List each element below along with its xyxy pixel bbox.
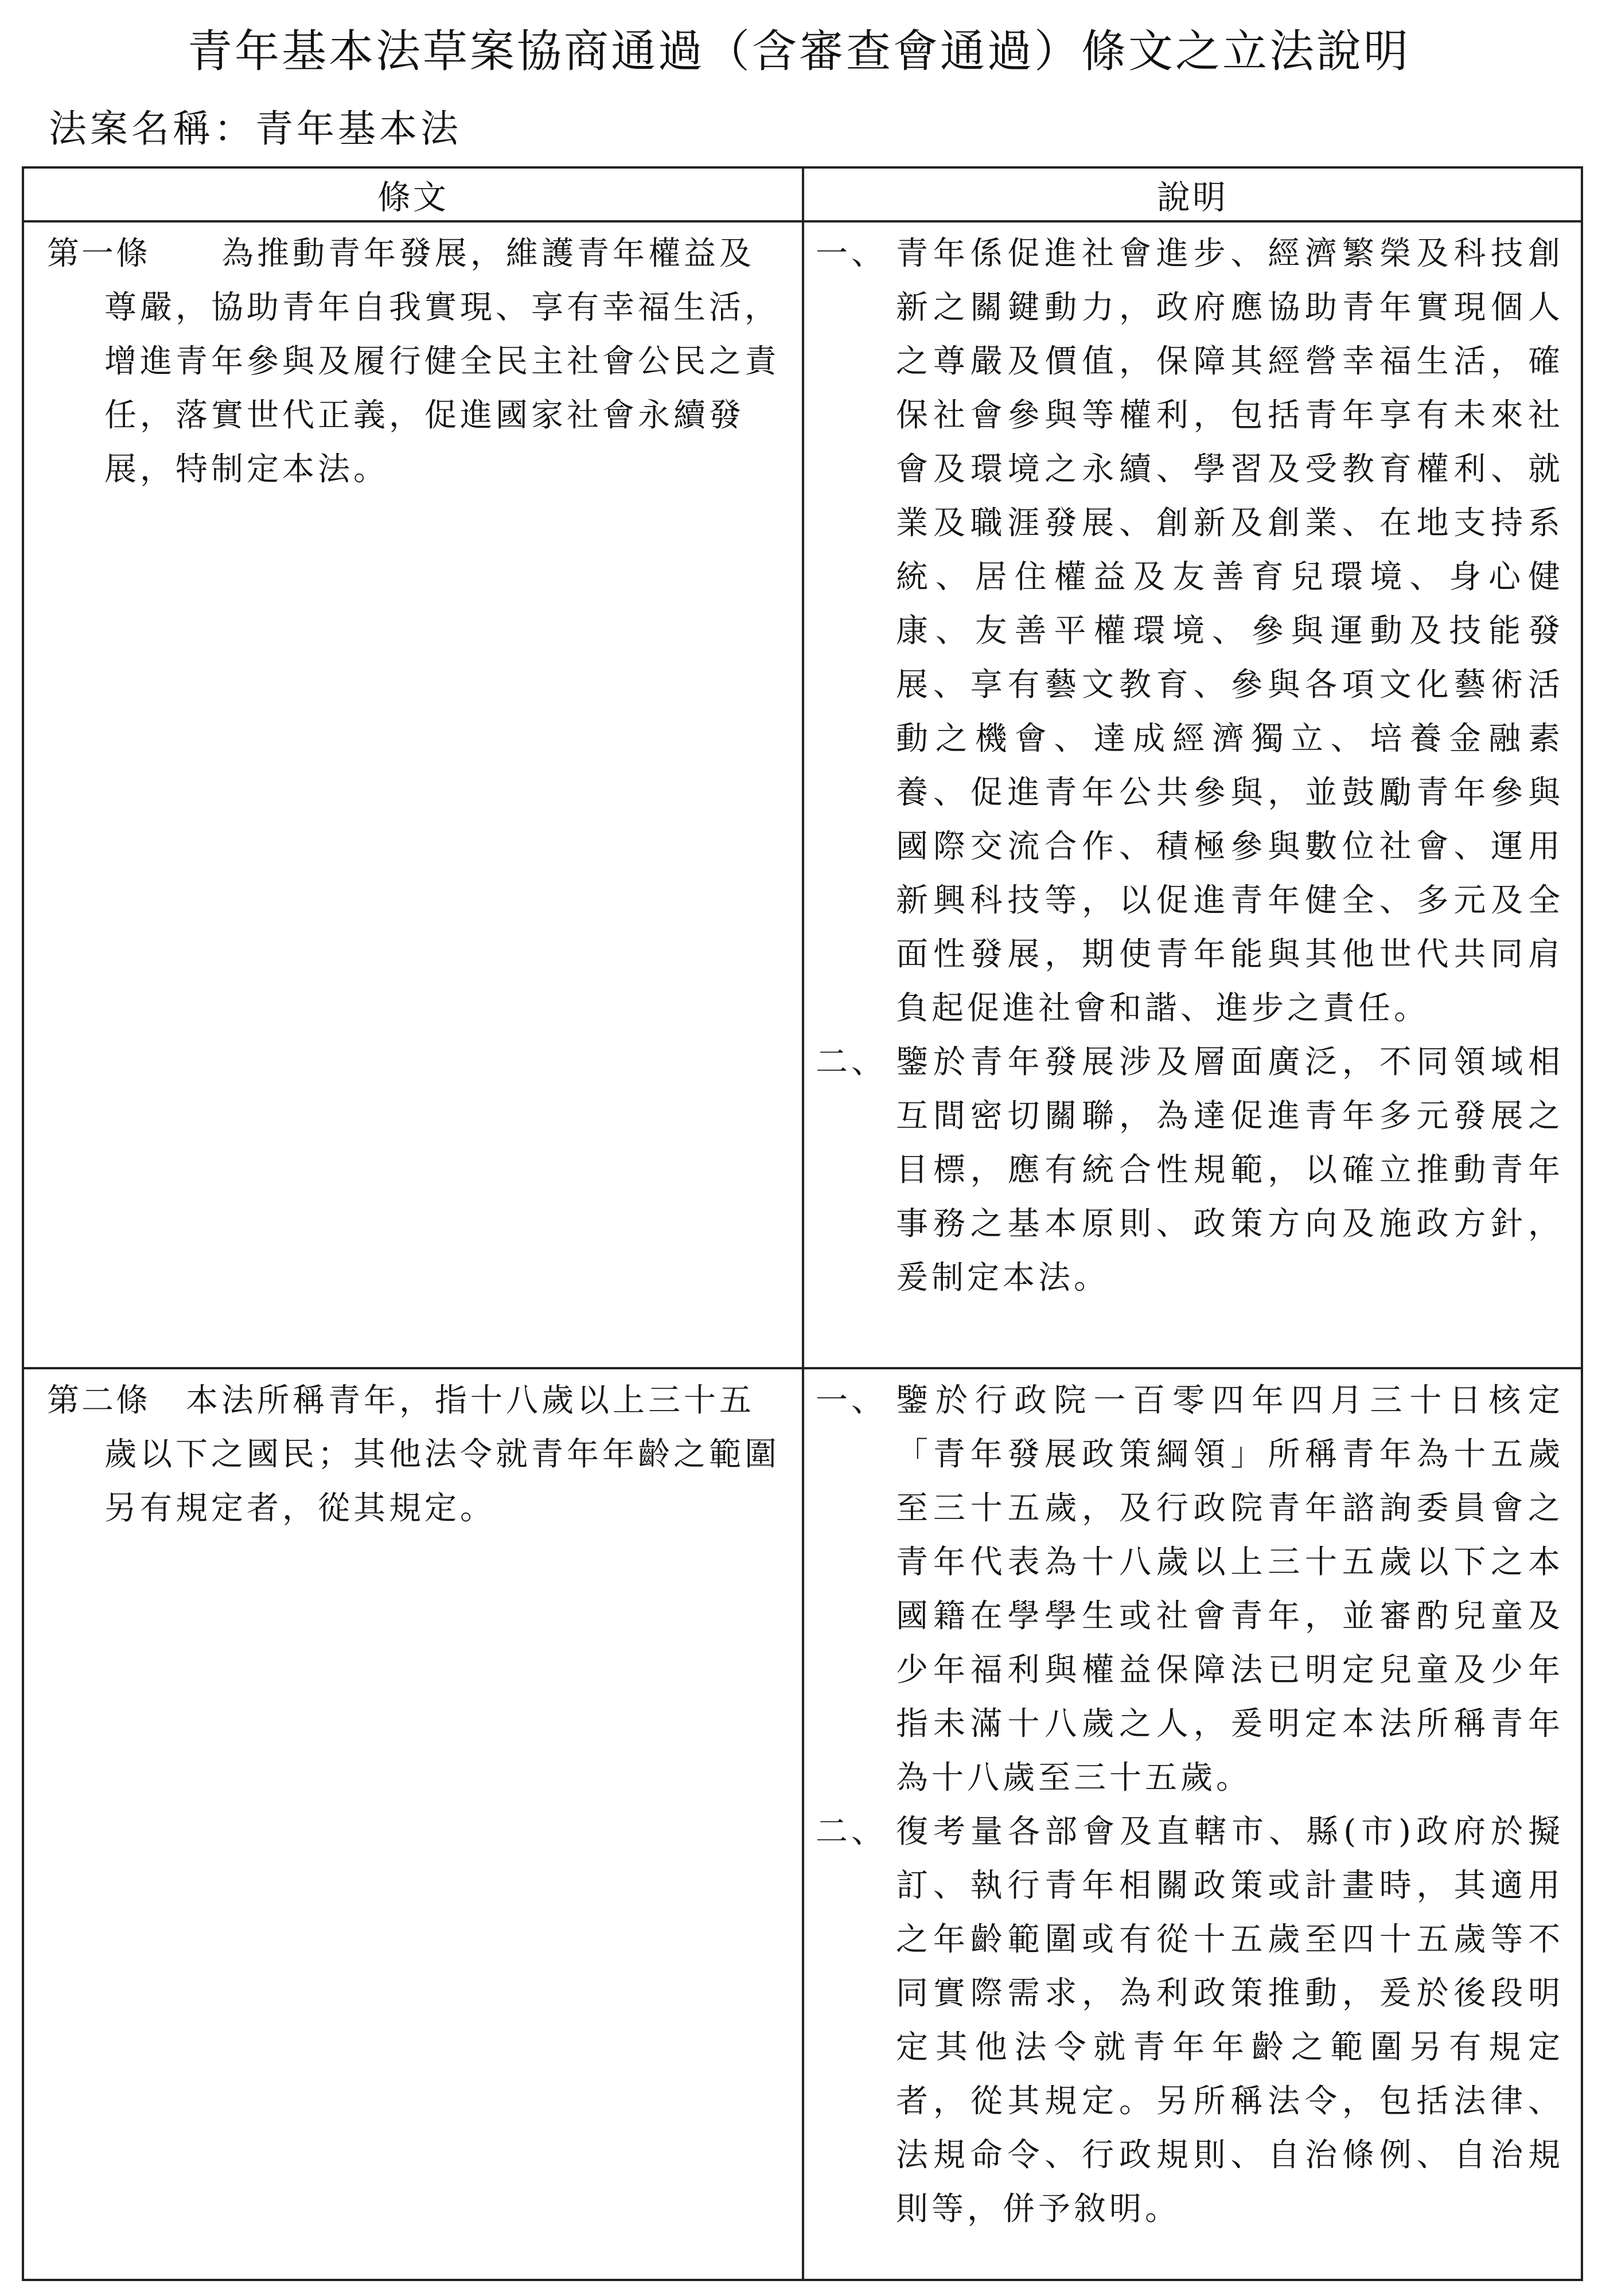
article-number: 第一條 xyxy=(47,235,150,272)
point-marker: 二、 xyxy=(816,1044,887,1081)
point-text: 鑒於青年發展涉及層面廣泛，不同領域相互間密切關聯，為達促進青年多元發展之目標，應有統合性規範，以確立推動青年事務之基本原則、政策方向及施政方針，爰制定本法。 xyxy=(896,1044,1564,1297)
table-row xyxy=(23,221,1582,1368)
explanation-point xyxy=(816,227,1564,1036)
provisions-table xyxy=(22,166,1583,2281)
explanation-point xyxy=(816,1805,1564,2236)
document-title: 青年基本法草案協商通過（含審查會通過）條文之立法說明 xyxy=(187,26,1410,77)
point-marker: 二、 xyxy=(816,1813,887,1850)
explanation-column-header: 說明 xyxy=(803,167,1582,221)
article-number: 第二條 xyxy=(47,1382,150,1419)
article-column-header: 條文 xyxy=(23,167,803,221)
article-1 xyxy=(24,222,802,497)
bill-name-label: 法案名稱：青年基本法 xyxy=(49,107,462,151)
article-text: 本法所稱青年，指十八歲以上三十五歲以下之國民；其他法令就青年年齡之範圍另有規定者，從其規定。 xyxy=(104,1382,780,1527)
explanation-cell xyxy=(803,1368,1582,2280)
table-row xyxy=(23,1368,1582,2280)
article-cell xyxy=(23,221,803,1368)
explanation-point xyxy=(816,1374,1564,1805)
explanation-cell xyxy=(803,221,1582,1368)
point-text: 鑒於行政院一百零四年四月三十日核定「青年發展政策綱領」所稱青年為十五歲至三十五歲，及行政院青年諮詢委員會之青年代表為十八歲以上三十五歲以下之本國籍在學學生或社會青年，並審酌兒童及少年福利與權益保障法已明定兒童及少年指未滿十八歲之人，爰明定本法所稱青年為十八歲至三十五歲。 xyxy=(896,1382,1564,1797)
point-marker: 一、 xyxy=(816,1382,887,1419)
point-marker: 一、 xyxy=(816,235,887,272)
article-text: 為推動青年發展，維護青年權益及尊嚴，協助青年自我實現、享有幸福生活，增進青年參與及履行健全民主社會公民之責任，落實世代正義，促進國家社會永續發展，特制定本法。 xyxy=(104,235,780,488)
article-cell xyxy=(23,1368,803,2280)
point-text: 青年係促進社會進步、經濟繁榮及科技創新之關鍵動力，政府應協助青年實現個人之尊嚴及價值，保障其經營幸福生活，確保社會參與等權利，包括青年享有未來社會及環境之永續、學習及受教育權利、就業及職涯發展、創新及創業、在地支持系統、居住權益及友善育兒環境、身心健康、友善平權環境、參與運動及技能發展、享有藝文教育、參與各項文化藝術活動之機會、達成經濟獨立、培養金融素養、促進青年公共參與，並鼓勵青年參與國際交流合作、積極參與數位社會、運用新興科技等，以促進青年健全、多元及全面性發展，期使青年能與其他世代共同肩負起促進社會和諧、進步之責任。 xyxy=(896,235,1564,1027)
article-2 xyxy=(24,1369,802,1536)
explanation-point xyxy=(816,1036,1564,1305)
point-text: 復考量各部會及直轄市、縣(市)政府於擬訂、執行青年相關政策或計畫時，其適用之年齡範圍或有從十五歲至四十五歲等不同實際需求，為利政策推動，爰於後段明定其他法令就青年年齡之範圍另有規定者，從其規定。另所稱法令，包括法律、法規命令、行政規則、自治條例、自治規則等，併予敘明。 xyxy=(896,1813,1564,2228)
table-header-row xyxy=(23,167,1582,221)
